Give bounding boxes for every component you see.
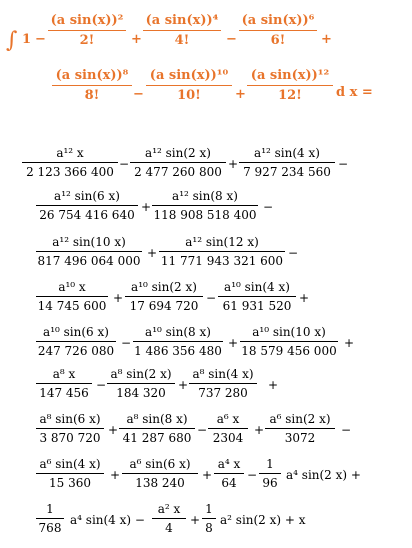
answer-line-end: −	[338, 157, 349, 171]
question-sign: +	[235, 87, 246, 102]
answer-term: a¹² sin(6 x) 26 754 416 640	[36, 190, 138, 221]
answer-line-end: −	[263, 200, 274, 214]
answer-term: a¹² sin(12 x) 11 771 943 321 600	[160, 235, 284, 268]
question-term: (a sin(x))⁸ 8!	[52, 69, 132, 102]
answer-term: a⁸ sin(6 x) 3 870 720	[36, 413, 104, 444]
answer-sign: +	[147, 246, 158, 260]
question-term: (a sin(x))¹² 12!	[247, 69, 333, 102]
answer-sign: +	[202, 468, 213, 482]
question-sign: −	[35, 32, 46, 47]
answer-sign: +	[178, 378, 189, 392]
answer-term: a⁸ sin(4 x) 737 280	[189, 368, 257, 399]
answer-term: a⁶ x 2304	[208, 413, 248, 444]
answer-sign: +	[110, 468, 121, 482]
answer-term: a⁶ sin(2 x) 3072	[265, 413, 335, 444]
answer-term: a¹² sin(2 x) 2 477 260 800	[130, 147, 226, 178]
answer-term: a¹⁰ sin(8 x) 1 486 356 480	[134, 325, 222, 358]
question-one: 1	[22, 32, 32, 47]
answer-line-end: +	[299, 291, 310, 305]
answer-term: a¹⁰ x 14 745 600	[37, 280, 107, 313]
answer-term: 1 768	[36, 503, 64, 534]
integral-sign: ∫	[6, 28, 18, 53]
answer-term-tail: a² sin(2 x) + x	[220, 513, 306, 527]
answer-sign: +	[108, 423, 119, 437]
answer-term: 1 96	[259, 458, 281, 489]
question-sign: −	[133, 87, 144, 102]
answer-sign: +	[190, 513, 201, 527]
question-term: (a sin(x))⁶ 6!	[239, 14, 317, 47]
answer-term: a⁶ sin(6 x) 138 240	[122, 458, 198, 489]
answer-term: a² x 4	[152, 503, 186, 534]
question-line-end: +	[321, 32, 332, 47]
answer-sign: −	[121, 336, 132, 350]
answer-sign: −	[197, 423, 208, 437]
answer-sign: −	[119, 157, 130, 171]
answer-sign: +	[113, 291, 124, 305]
answer-sign: −	[247, 468, 258, 482]
question-sign: −	[226, 32, 237, 47]
answer-term: a¹² sin(4 x) 7 927 234 560	[239, 147, 335, 178]
answer-sign: +	[228, 336, 239, 350]
question-term: (a sin(x))² 2!	[48, 14, 126, 47]
answer-term: a¹² sin(10 x) 817 496 064 000	[37, 235, 141, 268]
answer-term: a⁸ sin(2 x) 184 320	[107, 368, 175, 399]
question-dx: d x =	[336, 85, 373, 100]
answer-sign: +	[141, 200, 152, 214]
answer-term: a⁴ x 64	[214, 458, 244, 489]
answer-term: a⁸ sin(8 x) 41 287 680	[119, 413, 195, 444]
answer-term: a¹⁰ sin(6 x) 247 726 080	[37, 325, 115, 358]
answer-term: a¹² sin(8 x) 118 908 518 400	[153, 189, 257, 222]
answer-term-tail: a⁴ sin(2 x) +	[286, 468, 361, 482]
question-term: (a sin(x))⁴ 4!	[143, 14, 221, 47]
answer-term: a¹⁰ sin(10 x) 18 579 456 000	[241, 325, 337, 358]
question-term: (a sin(x))¹⁰ 10!	[146, 69, 232, 102]
answer-term-tail: a⁴ sin(4 x) −	[70, 513, 145, 527]
answer-term: a⁶ sin(4 x) 15 360	[36, 458, 104, 489]
answer-term: a¹⁰ sin(2 x) 17 694 720	[125, 281, 203, 312]
answer-term: a¹⁰ sin(4 x) 61 931 520	[218, 281, 296, 312]
answer-term: a⁸ x 147 456	[36, 368, 92, 399]
answer-term: a¹² x 2 123 366 400	[22, 147, 118, 178]
answer-sign: −	[206, 291, 217, 305]
answer-line-end: +	[344, 336, 355, 350]
answer-term: 1 8	[202, 503, 216, 534]
answer-line-end: +	[268, 378, 279, 392]
answer-sign: −	[96, 378, 107, 392]
answer-line-end: −	[341, 423, 352, 437]
answer-sign: +	[228, 157, 239, 171]
question-sign: +	[131, 32, 142, 47]
answer-sign: +	[254, 423, 265, 437]
answer-line-end: −	[288, 246, 299, 260]
